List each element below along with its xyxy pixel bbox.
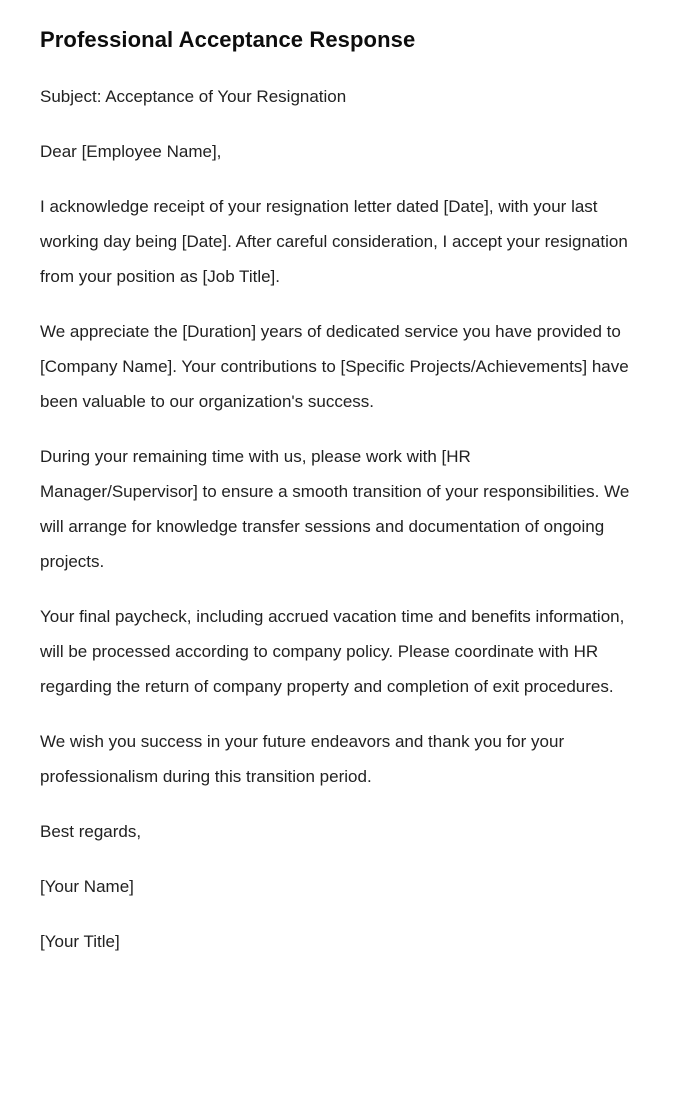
- subject-line: Subject: Acceptance of Your Resignation: [40, 86, 347, 106]
- closing: Best regards,: [40, 821, 142, 841]
- body-paragraph-appreciation: We appreciate the [Duration] years of dedicated service you have provided to [Company Name]. Your contributions to [Specific Projects/Achievements] have been valuable to our organization's success.: [40, 321, 629, 411]
- body-paragraph-final-paycheck: Your final paycheck, including accrued vacation time and benefits information, will be processed according to company policy. Please coordinate with HR regarding the return of company property and completion of exit procedures.: [40, 606, 625, 696]
- body-paragraph-well-wishes: We wish you success in your future endeavors and thank you for your professionalism during this transition period.: [40, 731, 565, 786]
- page-title: Professional Acceptance Response: [40, 27, 416, 52]
- signature-title: [Your Title]: [40, 931, 120, 951]
- body-paragraph-acknowledgement: I acknowledge receipt of your resignation letter dated [Date], with your last working day being [Date]. After careful consideration, I accept your resignation from your position as [Job Title].: [40, 196, 628, 286]
- salutation: Dear [Employee Name],: [40, 141, 222, 161]
- body-paragraph-transition: During your remaining time with us, please work with [HR Manager/Supervisor] to ensure a smooth transition of your responsibilities. We will arrange for knowledge transfer sessions and documentation of ongoing projects.: [40, 446, 630, 571]
- signature-name: [Your Name]: [40, 876, 134, 896]
